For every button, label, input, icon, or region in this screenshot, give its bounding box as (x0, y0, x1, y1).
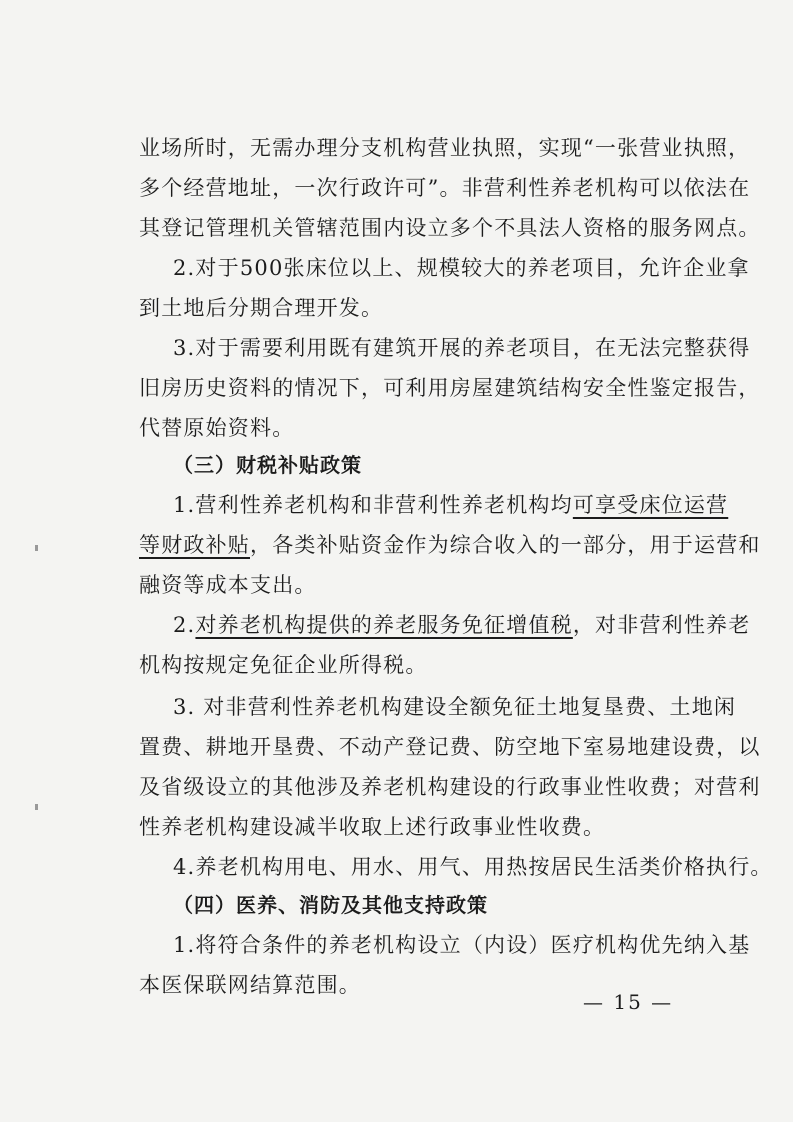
text-line: 3. 对非营利性养老机构建设全额免征土地复垦费、土地闲 (173, 695, 737, 719)
underlined-text: 等财政补贴 (139, 533, 250, 557)
underlined-text: 对养老机构提供的养老服务免征增值税 (195, 613, 573, 637)
text-line: 旧房历史资料的情况下，可利用房屋建筑结构安全性鉴定报告， (139, 376, 761, 400)
text-line (0, 611, 793, 639)
text-segment: 1.营利性养老机构和非营利性养老机构均 (173, 493, 573, 517)
text-line: 及省级设立的其他涉及养老机构建设的行政事业性收费；对营利 (139, 775, 761, 799)
text-line: 3.对于需要利用既有建筑开展的养老项目，在无法完整获得 (173, 336, 751, 360)
scan-mark (35, 804, 38, 810)
text-line: 融资等成本支出。 (139, 573, 317, 597)
text-line: 本医保联网结算范围。 (139, 973, 361, 997)
text-line: 置费、耕地开垦费、不动产登记费、防空地下室易地建设费，以 (139, 735, 761, 759)
section-heading: （四）医养、消防及其他支持政策 (173, 893, 488, 917)
text-segment: ，各类补贴资金作为综合收入的一部分，用于运营和 (250, 533, 761, 557)
text-line (0, 491, 793, 519)
text-line: 其登记管理机关管辖范围内设立多个不具法人资格的服务网点。 (139, 216, 761, 240)
text-segment: ，对非营利性养老 (572, 613, 751, 637)
text-line: 多个经营地址，一次行政许可”。非营利性养老机构可以依法在 (139, 176, 751, 200)
scan-mark (35, 545, 38, 551)
section-heading: （三）财税补贴政策 (173, 453, 362, 477)
text-line: 性养老机构建设减半收取上述行政事业性收费。 (139, 815, 606, 839)
text-line: 2.对于500张床位以上、规模较大的养老项目，允许企业拿 (173, 256, 750, 280)
underlined-text: 可享受床位运营 (572, 493, 729, 517)
page-number: — 15 — (583, 990, 674, 1014)
text-line: 到土地后分期合理开发。 (139, 296, 384, 320)
text-line: 业场所时，无需办理分支机构营业执照，实现“一张营业执照， (139, 136, 751, 160)
text-line: 代替原始资料。 (139, 416, 295, 440)
text-segment: 2. (173, 613, 196, 637)
text-line: 4.养老机构用电、用水、用气、用热按居民生活类价格执行。 (173, 855, 773, 879)
text-line: 1.将符合条件的养老机构设立（内设）医疗机构优先纳入基 (173, 933, 751, 957)
text-line (0, 531, 793, 559)
text-line: 机构按规定免征企业所得税。 (139, 653, 428, 677)
